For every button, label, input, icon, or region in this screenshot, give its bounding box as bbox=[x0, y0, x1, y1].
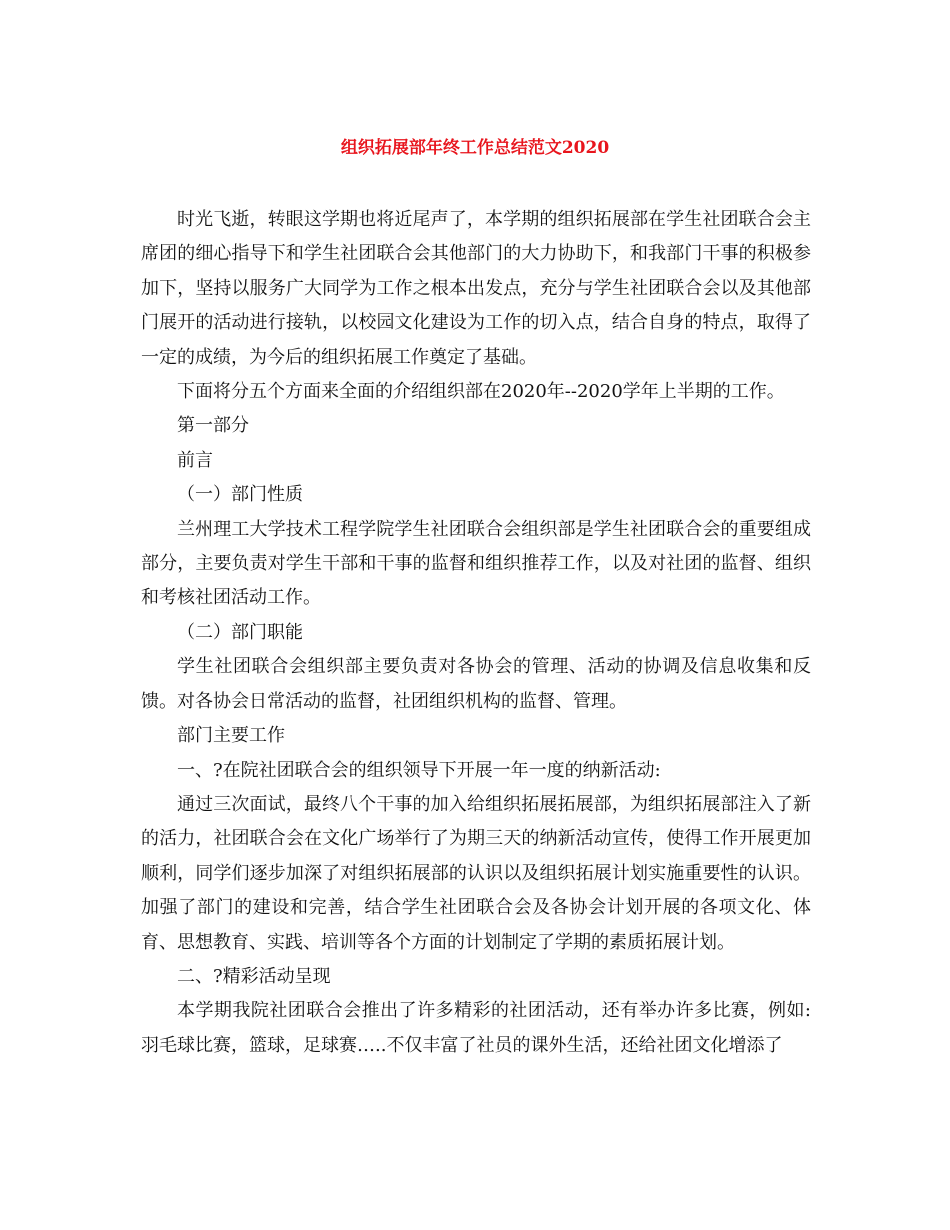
heading-department-function: （二）部门职能 bbox=[177, 621, 303, 643]
heading-activities: 二、?精彩活动呈现 bbox=[177, 965, 331, 987]
heading-department-nature: （一）部门性质 bbox=[177, 484, 303, 506]
document-body bbox=[141, 203, 811, 1063]
paragraph-recruitment: 通过三次面试，最终八个干事的加入给组织拓展拓展部，为组织拓展部注入了新的活力，社团联合会在文化广场举行了为期三天的纳新活动宣传，使得工作开展更加顺利，同学们逐步加深了对组织拓展部的认识以及组织拓展计划实施重要性的认识。加强了部门的建设和完善，结合学生社团联合会及各协会计划开展的各项文化、体育、思想教育、实践、培训等各个方面的计划制定了学期的素质拓展计划。 bbox=[141, 793, 811, 953]
heading-main-work: 部门主要工作 bbox=[177, 725, 285, 747]
heading-preface: 前言 bbox=[177, 449, 213, 471]
paragraph-intro: 时光飞逝，转眼这学期也将近尾声了，本学期的组织拓展部在学生社团联合会主席团的细心指导下和学生社团联合会其他部门的大力协助下，和我部门干事的积极参加下，坚持以服务广大同学为工作之根本出发点，充分与学生社团联合会以及其他部门展开的活动进行接轨，以校园文化建设为工作的切入点，结合自身的特点，取得了一定的成绩，为今后的组织拓展工作奠定了基础。 bbox=[141, 209, 811, 368]
document-title: 组织拓展部年终工作总结范文2020 bbox=[340, 138, 610, 158]
paragraph-department-nature: 兰州理工大学技术工程学院学生社团联合会组织部是学生社团联合会的重要组成部分，主要负责对学生干部和干事的监督和组织推荐工作，以及对社团的监督、组织和考核社团活动工作。 bbox=[141, 518, 811, 609]
heading-recruitment: 一、?在院社团联合会的组织领导下开展一年一度的纳新活动: bbox=[177, 759, 661, 781]
paragraph-activities: 本学期我院社团联合会推出了许多精彩的社团活动，还有举办许多比赛，例如:羽毛球比赛，篮球，足球赛…..不仅丰富了社员的课外生活，还给社团文化增添了 bbox=[141, 1000, 811, 1056]
paragraph-overview: 下面将分五个方面来全面的介绍组织部在2020年--2020学年上半期的工作。 bbox=[177, 381, 785, 403]
heading-part-one: 第一部分 bbox=[177, 415, 249, 437]
paragraph-department-function: 学生社团联合会组织部主要负责对各协会的管理、活动的协调及信息收集和反馈。对各协会日常活动的监督，社团组织机构的监督、管理。 bbox=[141, 656, 811, 712]
